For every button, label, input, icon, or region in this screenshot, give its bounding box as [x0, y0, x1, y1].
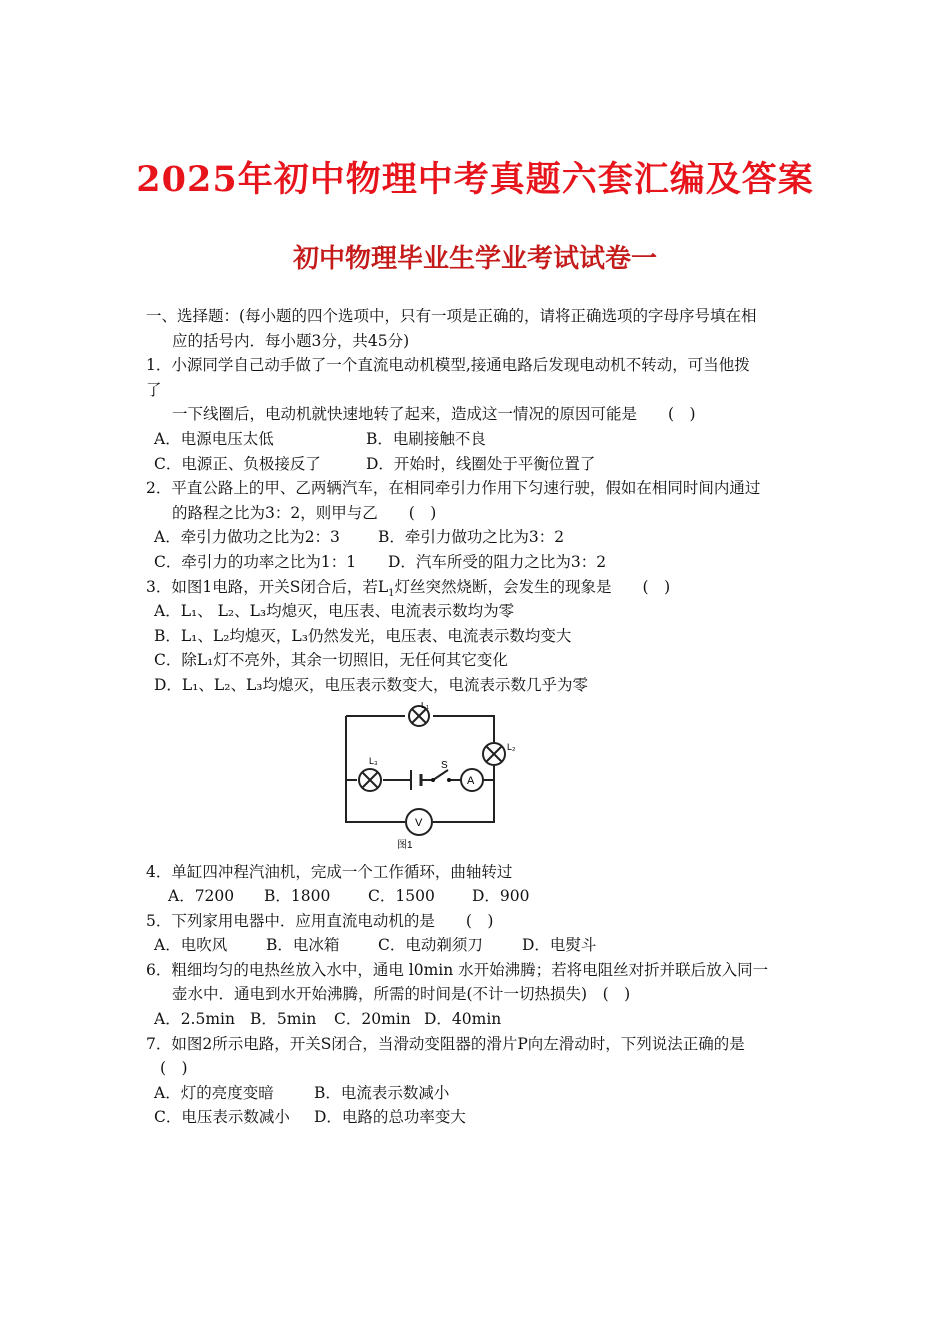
question-6-stem-cont: 壶水中．通电到水开始沸腾，所需的时间是(不计一切热损失) ( ) [172, 985, 631, 1004]
option-b: B．牵引力做功之比为3：2 [378, 528, 565, 547]
exam-subtitle: 初中物理毕业生学业考试试卷一 [292, 244, 657, 274]
question-3-option-c: C．除L₁灯不亮外，其余一切照旧，无任何其它变化 [154, 651, 508, 670]
label-switch: S [441, 759, 448, 771]
exam-body [146, 304, 816, 1130]
question-3-option-b: B．L₁、L₂均熄灭，L₃仍然发光，电压表、电流表示数均变大 [154, 626, 572, 645]
question-1-stem: 1．小源同学自己动手做了一个直流电动机模型,接通电路后发现电动机不转动，可当他拨 [146, 356, 750, 375]
label-l3: L₃ [369, 755, 378, 766]
figure-caption: 图1 [397, 839, 413, 851]
option-c: C．20min [334, 1010, 411, 1029]
question-4-stem: 4．单缸四冲程汽油机，完成一个工作循环，曲轴转过 [146, 862, 513, 881]
question-7-stem-cont: ( ) [160, 1059, 188, 1078]
question-1-options-cd [146, 452, 816, 477]
question-3-option-a: A．L₁、 L₂、L₃均熄灭，电压表、电流表示数均为零 [154, 602, 515, 621]
label-l1: L₁ [421, 701, 430, 710]
question-5-options [146, 933, 816, 958]
question-5-stem: 5．下列家用电器中．应用直流电动机的是 ( ) [146, 911, 494, 930]
option-c: C．电源正、负极接反了 [154, 454, 321, 473]
voltmeter-icon: V [415, 816, 423, 829]
question-3-option-d: D．L₁、L₂、L₃均熄灭，电压表示数变大，电流表示数几乎为零 [154, 675, 588, 694]
option-a: A．灯的亮度变暗 [154, 1083, 274, 1102]
option-d: D．900 [472, 887, 530, 906]
option-a: A．2.5min [154, 1010, 235, 1029]
ammeter-icon: A [467, 774, 475, 787]
question-2-options-cd [146, 550, 816, 575]
question-6-stem: 6．粗细均匀的电热丝放入水中，通电 l0min 水开始沸腾；若将电阻丝对折并联后放入同一 [146, 960, 769, 979]
label-l2: L₂ [507, 741, 516, 752]
question-3-stem: 3．如图1电路，开关S闭合后，若$L_1$灯丝突然烧断，会发生的现象是 ( ) [146, 577, 671, 599]
option-b: B．5min [250, 1010, 317, 1029]
question-7-options-ab [146, 1081, 816, 1106]
option-a: A．7200 [168, 887, 235, 906]
question-7-options-cd [146, 1105, 816, 1130]
option-d: D．电熨斗 [522, 936, 597, 955]
option-b: B．电流表示数减小 [314, 1083, 450, 1102]
question-1-stem-cont: 一下线圈后，电动机就快速地转了起来，造成这一情况的原因可能是 ( ) [172, 405, 696, 424]
option-a: A．牵引力做功之比为2：3 [154, 528, 340, 547]
option-c: C．1500 [368, 887, 435, 906]
page-title: 2025年初中物理中考真题六套汇编及答案 [136, 159, 814, 200]
option-b: B．1800 [264, 887, 331, 906]
circuit-diagram [341, 702, 531, 852]
figure-1-circuit [146, 702, 816, 852]
section-heading-cont: 应的括号内．每小题3分，共45分) [172, 331, 410, 350]
question-1-options-ab [146, 427, 816, 452]
option-d: D．开始时，线圈处于平衡位置了 [366, 454, 596, 473]
option-d: D．40min [424, 1010, 502, 1029]
option-c: C．电动剃须刀 [378, 936, 483, 955]
question-2-options-ab [146, 525, 816, 550]
option-d: D．汽车所受的阻力之比为3：2 [388, 552, 607, 571]
question-2-stem-cont: 的路程之比为3：2，则甲与乙 ( ) [172, 503, 437, 522]
question-2-stem: 2．平直公路上的甲、乙两辆汽车，在相同牵引力作用下匀速行驶，假如在相同时间内通过 [146, 479, 761, 498]
question-6-options [146, 1007, 816, 1032]
option-a: A．电吹风 [154, 936, 228, 955]
option-b: B．电冰箱 [266, 936, 340, 955]
option-c: C．牵引力的功率之比为1：1 [154, 552, 357, 571]
option-c: C．电压表示数减小 [154, 1108, 290, 1127]
option-a: A．电源电压太低 [154, 429, 274, 448]
option-d: D．电路的总功率变大 [314, 1108, 466, 1127]
question-1-stem-wrap: 了 [146, 380, 162, 399]
option-b: B．电刷接触不良 [366, 429, 486, 448]
question-7-stem: 7．如图2所示电路，开关S闭合，当滑动变阻器的滑片P向左滑动时，下列说法正确的是 [146, 1034, 745, 1053]
question-4-options [146, 884, 816, 909]
section-heading: 一、选择题：(每小题的四个选项中，只有一项是正确的，请将正确选项的字母序号填在相 [146, 307, 757, 325]
